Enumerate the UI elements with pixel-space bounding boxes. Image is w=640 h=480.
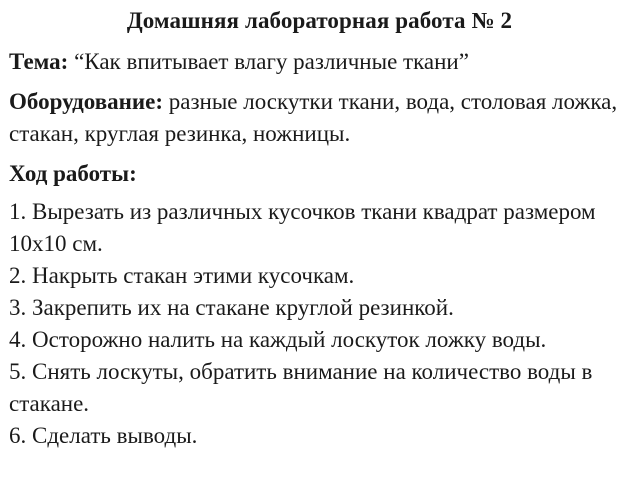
procedure-step-5: 5. Снять лоскуты, обратить внимание на количество воды в стакане. [9, 359, 593, 416]
topic-label: Тема: [9, 49, 69, 74]
procedure-step-1: 1. Вырезать из различных кусочков ткани квадрат размером 10х10 см. [9, 199, 596, 256]
procedure-step-3: 3. Закрепить их на стакане круглой резинкой. [9, 295, 454, 320]
procedure-steps-list [9, 196, 630, 452]
equipment-text: разные лоскутки ткани, вода, столовая ложка, стакан, круглая резинка, ножницы. [9, 89, 618, 146]
equipment-label: Оборудование: [9, 89, 163, 114]
procedure-step-6: 6. Сделать выводы. [9, 423, 198, 448]
procedure-step-2: 2. Накрыть стакан этими кусочкам. [9, 263, 355, 288]
topic-text: “Как впитывает влагу различные ткани” [68, 49, 469, 74]
procedure-heading: Ход работы: [9, 161, 137, 186]
procedure-step-4: 4. Осторожно налить на каждый лоскуток ложку воды. [9, 327, 547, 352]
equipment-paragraph [9, 86, 630, 150]
topic-paragraph [9, 46, 630, 78]
document-title: Домашняя лабораторная работа № 2 [126, 8, 513, 33]
